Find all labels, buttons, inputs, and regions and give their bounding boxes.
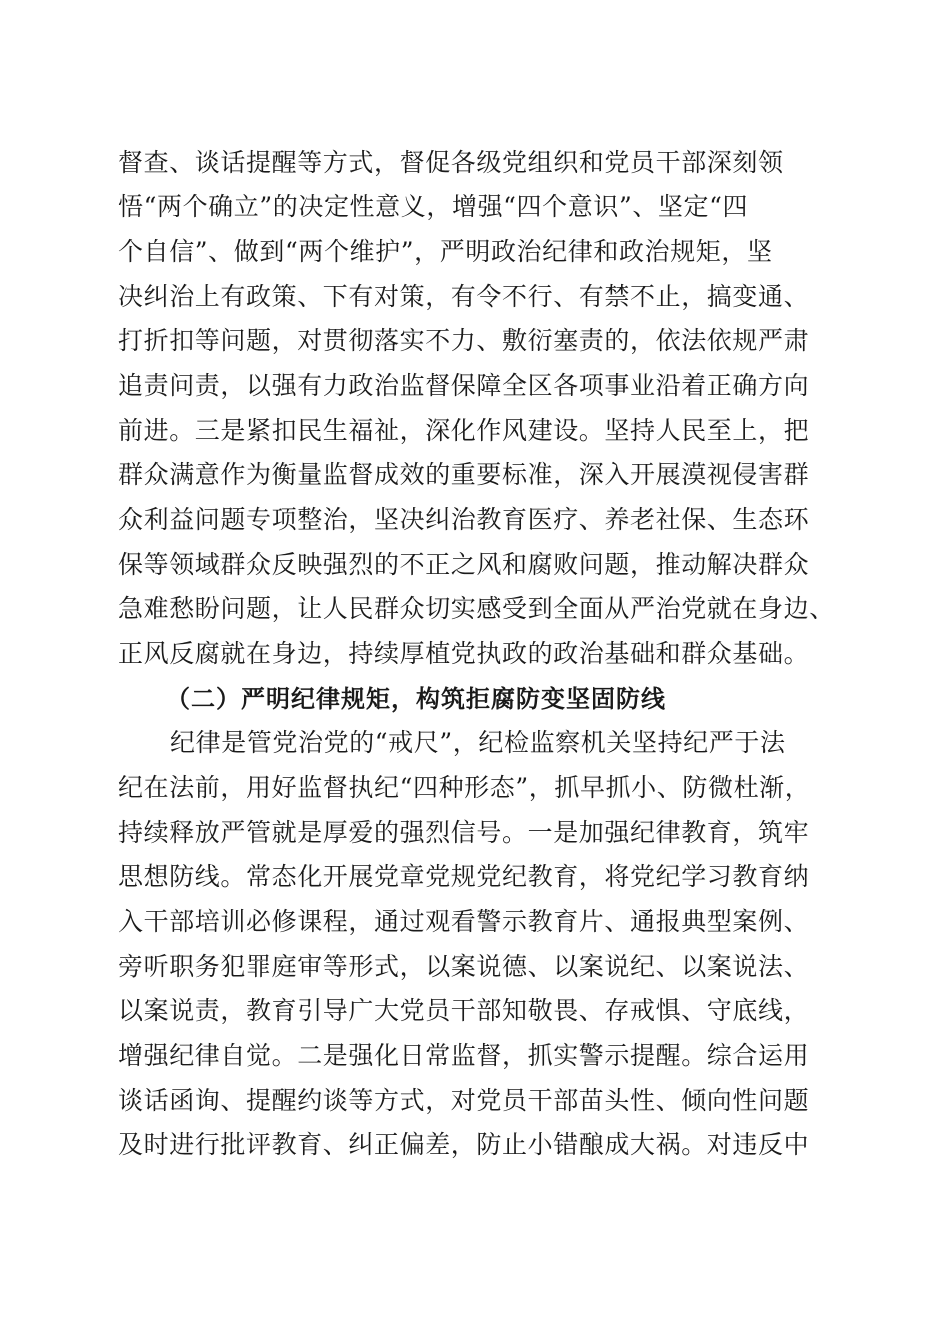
text-line: 追责问责，以强有力政治监督保障全区各项事业沿着正确方向	[118, 371, 810, 400]
text-line: 保等领域群众反映强烈的不正之风和腐败问题，推动解决群众	[118, 550, 810, 579]
text-line: 群众满意作为衡量监督成效的重要标准，深入开展漠视侵害群	[118, 460, 810, 489]
text-line: 持续释放严管就是厚爱的强烈信号。一是加强纪律教育，筑牢	[118, 818, 810, 847]
text-line: 入干部培训必修课程，通过观看警示教育片、通报典型案例、	[118, 907, 810, 936]
text-line: 纪在法前，用好监督执纪“四种形态”，抓早抓小、防微杜渐，	[118, 773, 811, 802]
text-line: 旁听职务犯罪庭审等形式，以案说德、以案说纪、以案说法、	[118, 952, 810, 981]
text-line: 以案说责，教育引导广大党员干部知敬畏、存戒惧、守底线，	[118, 996, 810, 1025]
text-line: 前进。三是紧扣民生福祉，深化作风建设。坚持人民至上，把	[118, 416, 810, 445]
text-line: 急难愁盼问题，让人民群众切实感受到全面从严治党就在身边、	[118, 594, 835, 623]
text-line: 增强纪律自觉。二是强化日常监督，抓实警示提醒。综合运用	[118, 1041, 810, 1070]
text-line: 谈话函询、提醒约谈等方式，对党员干部苗头性、倾向性问题	[118, 1086, 810, 1115]
text-line: 思想防线。常态化开展党章党规党纪教育，将党纪学习教育纳	[118, 862, 810, 891]
section-heading: （二）严明纪律规矩，构筑拒腐防变坚固防线	[166, 685, 666, 713]
text-line: 督查、谈话提醒等方式，督促各级党组织和党员干部深刻领	[118, 148, 784, 177]
text-line: 正风反腐就在身边，持续厚植党执政的政治基础和群众基础。	[118, 639, 810, 668]
text-line: 个自信”、做到“两个维护”，严明政治纪律和政治规矩，坚	[118, 237, 773, 266]
paragraph-first-line: 纪律是管党治党的“戒尺”，纪检监察机关坚持纪严于法	[170, 728, 786, 757]
text-line: 打折扣等问题，对贯彻落实不力、敷衍塞责的，依法依规严肃	[118, 326, 810, 355]
text-line: 悟“两个确立”的决定性意义，增强“四个意识”、坚定“四	[118, 192, 749, 221]
text-line: 众利益问题专项整治，坚决纠治教育医疗、养老社保、生态环	[118, 505, 810, 534]
text-line: 决纠治上有政策、下有对策，有令不行、有禁不止，搞变通、	[118, 282, 810, 311]
text-line: 及时进行批评教育、纠正偏差，防止小错酿成大祸。对违反中	[118, 1130, 810, 1159]
